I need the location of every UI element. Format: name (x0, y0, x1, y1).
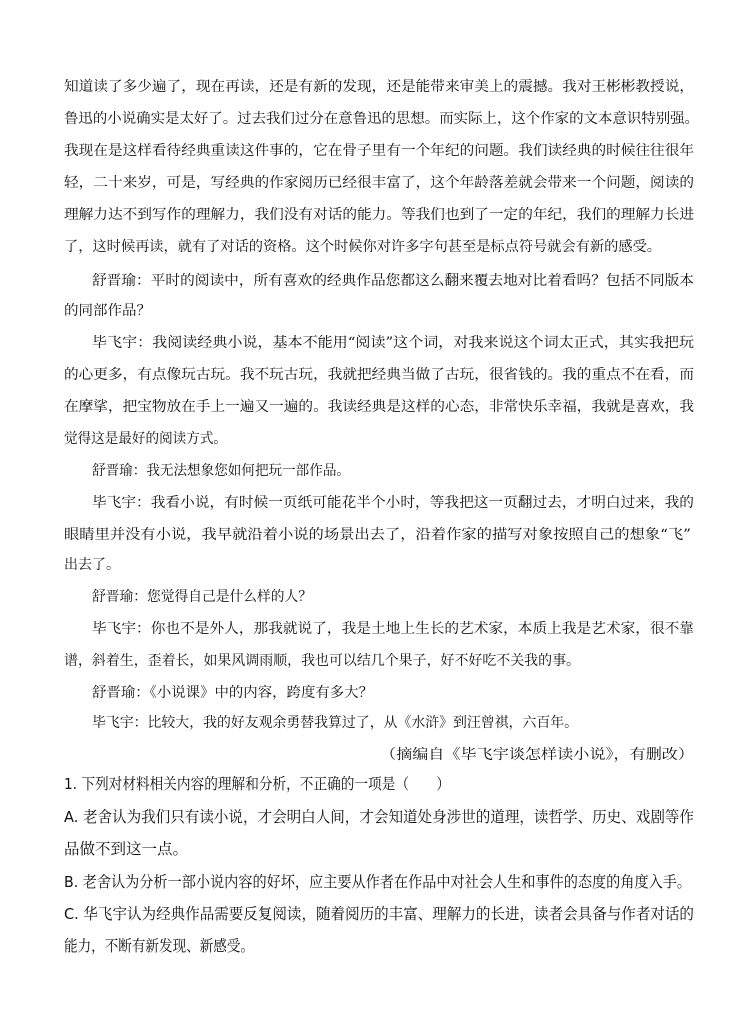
interview-answer: 毕飞宇：我看小说，有时候一页纸可能花半个小时，等我把这一页翻过去，才明白过来，我的 (92, 495, 695, 511)
interview-question: 舒晋瑜：您觉得自己是什么样的人？ (92, 589, 313, 605)
interview-answer: 觉得这是最好的阅读方式。 (64, 431, 227, 447)
source-note: （摘编自《毕飞宇谈怎样读小说》，有删改） (380, 747, 695, 763)
body-line: 了，这时候再读，就有了对话的资格。这个时候你对许多字句甚至是标点符号就会有新的感受。 (64, 239, 662, 255)
option-c: C. 华飞宇认为经典作品需要反复阅读，随着阅历的丰富、理解力的长进，读者会具备与作者对话的 (64, 905, 694, 923)
interview-answer: 毕飞宇：比较大，我的好友观余勇替我算过了，从《水浒》到汪曾祺，六百年。 (92, 715, 579, 731)
interview-answer: 出去了。 (64, 557, 120, 573)
body-line: 我现在是这样看待经典重读这件事的，它在骨子里有一个年纪的问题。我们读经典的时候往往很年 (64, 143, 695, 159)
option-a-continued: 品做不到这一点。 (64, 840, 189, 858)
option-c-continued: 能力，不断有新发现、新感受。 (64, 937, 255, 955)
question-stem: 1. 下列对材料相关内容的理解和分析，不正确的一项是（ ） (64, 775, 450, 793)
interview-answer: 眼睛里并没有小说，我早就沿着小说的场景出去了，沿着作家的描写对象按照自己的想象“飞” (64, 527, 692, 543)
interview-question: 舒晋瑜：平时的阅读中，所有喜欢的经典作品您都这么翻来覆去地对比着看吗？包括不同版本 (92, 273, 695, 289)
interview-answer: 的心更多，有点像玩古玩。我不玩古玩，我就把经典当做了古玩，很省钱的。我的重点不在看，而 (64, 367, 695, 383)
body-line: 知道读了多少遍了，现在再读，还是有新的发现，还是能带来审美上的震撼。我对王彬彬教授说， (64, 79, 695, 95)
option-a: A. 老舍认为我们只有读小说，才会明白人间，才会知道处身涉世的道理，读哲学、历史、戏剧等作 (64, 808, 694, 826)
body-line: 鲁迅的小说确实是太好了。过去我们过分在意鲁迅的思想。而实际上，这个作家的文本意识特别强。 (64, 111, 700, 127)
interview-answer: 谱，斜着生，歪着长，如果风调雨顺，我也可以结几个果子，好不好吃不关我的事。 (64, 653, 580, 669)
option-b: B. 老舍认为分析一部小说内容的好坏，应主要从作者在作品中对社会人生和事件的态度的角度入手。 (64, 873, 692, 891)
interview-answer: 毕飞宇：我阅读经典小说，基本不能用“阅读”这个词，对我来说这个词太正式，其实我把玩 (92, 335, 695, 351)
interview-question: 的同部作品？ (64, 303, 151, 319)
interview-question: 舒晋瑜：我无法想象您如何把玩一部作品。 (92, 463, 351, 479)
interview-answer: 在摩挲，把宝物放在手上一遍又一遍的。我读经典是这样的心态，非常快乐幸福，我就是喜欢，我 (64, 399, 695, 415)
body-line: 理解力达不到写作的理解力，我们没有对话的能力。等我们也到了一定的年纪，我们的理解力长进 (64, 207, 695, 223)
body-line: 轻，二十来岁，可是，写经典的作家阅历已经很丰富了，这个年龄落差就会带来一个问题，阅读的 (64, 175, 695, 191)
interview-answer: 毕飞宇：你也不是外人，那我就说了，我是土地上生长的艺术家，本质上我是艺术家，很不靠 (92, 621, 695, 637)
interview-question: 舒晋瑜：《小说课》中的内容，跨度有多大？ (92, 685, 373, 701)
